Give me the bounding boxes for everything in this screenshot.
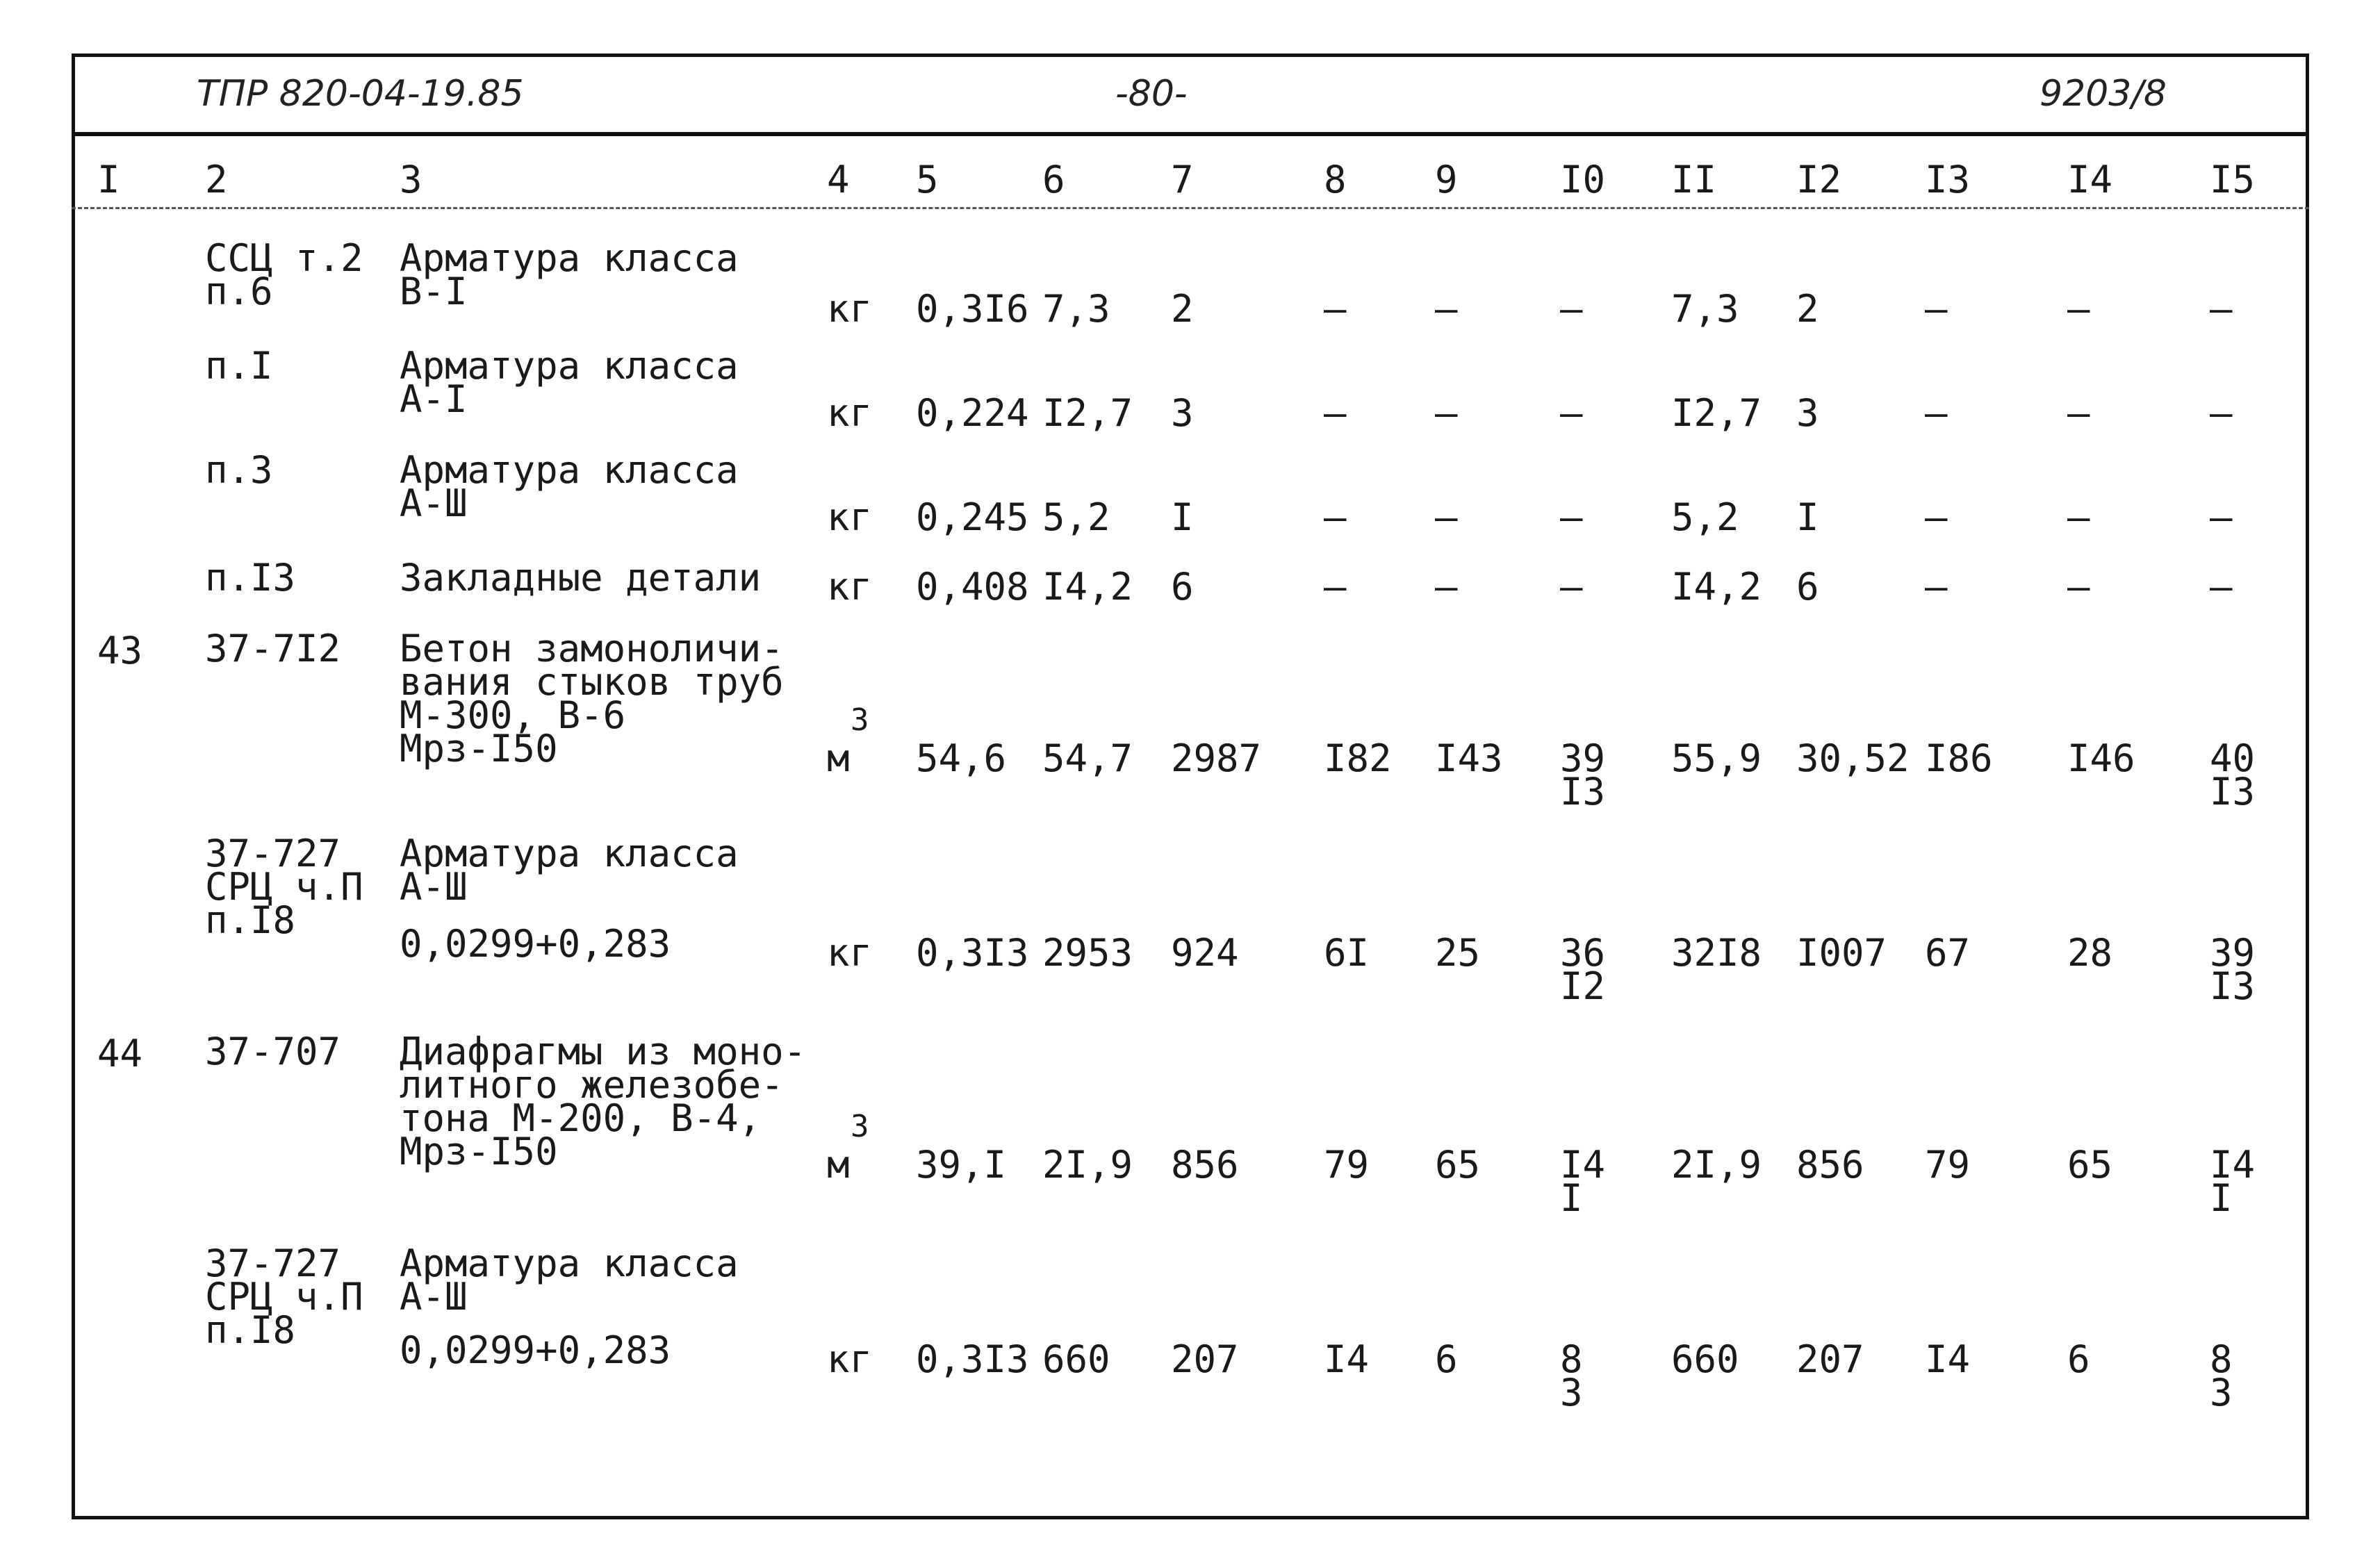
cell-value: – xyxy=(1324,495,1347,539)
row-name: А-Ш xyxy=(400,865,468,909)
cell-value-bottom: I3 xyxy=(2210,964,2256,1008)
cell-value: 2 xyxy=(1796,287,1819,331)
cell-value-bottom: I3 xyxy=(2210,770,2256,814)
cell-value: 660 xyxy=(1042,1337,1110,1381)
cell-value: 856 xyxy=(1796,1143,1864,1187)
cell-value: – xyxy=(2210,287,2233,331)
cell-value: I2,7 xyxy=(1042,391,1133,435)
column-header-6: 6 xyxy=(1042,158,1065,201)
row-unit: кг xyxy=(827,287,873,331)
cell-value: 6 xyxy=(1171,565,1194,609)
cell-value: 5,2 xyxy=(1671,495,1739,539)
cell-value: 2 xyxy=(1171,287,1194,331)
cell-value: I86 xyxy=(1925,736,1993,780)
row-code: 37-727 xyxy=(205,1242,341,1285)
row-name: Арматура класса xyxy=(400,236,739,280)
column-header-1: I xyxy=(97,158,120,201)
cell-value: I82 xyxy=(1324,736,1392,780)
row-name: Арматура класса xyxy=(400,448,739,492)
row-name: В-I xyxy=(400,270,468,313)
cell-value: 660 xyxy=(1671,1337,1739,1381)
cell-value: 6I xyxy=(1324,931,1370,975)
cell-value: 65 xyxy=(2067,1143,2113,1187)
cell-value: – xyxy=(1560,495,1583,539)
cell-value-top: 39 xyxy=(2210,931,2256,975)
cell-value: 28 xyxy=(2067,931,2113,975)
cell-value: 0,3I3 xyxy=(916,931,1029,975)
row-code: п.I xyxy=(205,344,273,388)
row-code: СРЦ ч.П xyxy=(205,865,363,909)
row-name: А-Ш xyxy=(400,1275,468,1319)
cell-value-bottom: I xyxy=(1560,1176,1583,1220)
page-number: -80- xyxy=(1115,73,1188,115)
row-unit: кг xyxy=(827,931,873,975)
cell-value: 6 xyxy=(2067,1337,2090,1381)
cell-value: I46 xyxy=(2067,736,2135,780)
cell-value: – xyxy=(1435,495,1458,539)
row-unit: кг xyxy=(827,1337,873,1381)
cell-value: – xyxy=(1925,565,1948,609)
column-header-3: 3 xyxy=(400,158,422,201)
column-header-15: I5 xyxy=(2210,158,2256,201)
cell-value: 207 xyxy=(1171,1337,1239,1381)
cell-value-top: 39 xyxy=(1560,736,1606,780)
row-number: 44 xyxy=(97,1032,143,1075)
row-name: Бетон замоноличи- xyxy=(400,627,784,670)
column-header-4: 4 xyxy=(827,158,850,201)
cell-value: 0,3I6 xyxy=(916,287,1029,331)
document-code: ТПР 820-04-19.85 xyxy=(197,73,524,115)
row-unit: м xyxy=(827,736,850,780)
row-code: 37-7I2 xyxy=(205,627,341,670)
cell-value: 0,3I3 xyxy=(916,1337,1029,1381)
cell-value: – xyxy=(1435,565,1458,609)
cell-value: – xyxy=(1925,391,1948,435)
row-name: вания стыков труб xyxy=(400,660,784,704)
cell-value-top: 8 xyxy=(1560,1337,1583,1381)
row-code: 37-707 xyxy=(205,1030,341,1073)
row-code: СРЦ ч.П xyxy=(205,1275,363,1319)
row-code: ССЦ т.2 xyxy=(205,236,363,280)
cell-value-top: I4 xyxy=(2210,1143,2256,1187)
column-header-8: 8 xyxy=(1324,158,1347,201)
cell-value: 2987 xyxy=(1171,736,1262,780)
cell-value-top: 36 xyxy=(1560,931,1606,975)
row-name: литного железобе- xyxy=(400,1063,784,1107)
column-header-7: 7 xyxy=(1171,158,1194,201)
cell-value: – xyxy=(1324,391,1347,435)
cell-value: I4,2 xyxy=(1671,565,1762,609)
cell-value: – xyxy=(1560,391,1583,435)
cell-value: – xyxy=(2067,287,2090,331)
cell-value: – xyxy=(2210,495,2233,539)
cell-value: 7,3 xyxy=(1042,287,1110,331)
column-header-5: 5 xyxy=(916,158,939,201)
cell-value: 6 xyxy=(1435,1337,1458,1381)
cell-value-top: 8 xyxy=(2210,1337,2233,1381)
cell-value: 32I8 xyxy=(1671,931,1762,975)
cell-value: 7,3 xyxy=(1671,287,1739,331)
cell-value: 2I,9 xyxy=(1671,1143,1762,1187)
row-name: тона М-200, В-4, xyxy=(400,1096,762,1140)
cell-value: – xyxy=(1925,287,1948,331)
cell-value: 79 xyxy=(1925,1143,1971,1187)
cell-value: 0,245 xyxy=(916,495,1029,539)
row-code: 37-727 xyxy=(205,832,341,875)
cell-value: – xyxy=(1925,495,1948,539)
row-code: п.6 xyxy=(205,270,273,313)
cell-value-bottom: I3 xyxy=(1560,770,1606,814)
cell-value: 0,224 xyxy=(916,391,1029,435)
cell-value: – xyxy=(1324,287,1347,331)
row-name: 0,0299+0,283 xyxy=(400,1328,671,1372)
column-header-9: 9 xyxy=(1435,158,1458,201)
cell-value: – xyxy=(1435,391,1458,435)
cell-value: 924 xyxy=(1171,931,1239,975)
cell-value: 3 xyxy=(1796,391,1819,435)
column-header-13: I3 xyxy=(1925,158,1971,201)
row-code: п.I3 xyxy=(205,556,296,600)
row-unit: кг xyxy=(827,495,873,539)
sheet-code: 9203/8 xyxy=(2040,73,2167,115)
cell-value: 2I,9 xyxy=(1042,1143,1133,1187)
cell-value: – xyxy=(1560,565,1583,609)
cell-value: 67 xyxy=(1925,931,1971,975)
row-name: Диафрагмы из моно- xyxy=(400,1030,807,1073)
cell-value: 5,2 xyxy=(1042,495,1110,539)
cell-value: – xyxy=(2067,391,2090,435)
row-name: М-300, В-6 xyxy=(400,693,626,737)
cell-value: 207 xyxy=(1796,1337,1864,1381)
row-code: п.3 xyxy=(205,448,273,492)
row-code: п.I8 xyxy=(205,898,296,942)
cell-value: 79 xyxy=(1324,1143,1370,1187)
cell-value-bottom: 3 xyxy=(2210,1371,2233,1414)
cell-value: I43 xyxy=(1435,736,1503,780)
cell-value: 65 xyxy=(1435,1143,1481,1187)
cell-value: I xyxy=(1171,495,1194,539)
cell-value: 55,9 xyxy=(1671,736,1762,780)
column-header-14: I4 xyxy=(2067,158,2113,201)
cell-value: 54,6 xyxy=(916,736,1007,780)
cell-value: – xyxy=(2210,565,2233,609)
cell-value: – xyxy=(1560,287,1583,331)
cell-value: – xyxy=(1324,565,1347,609)
cell-value: 30,52 xyxy=(1796,736,1910,780)
unit-superscript: 3 xyxy=(851,1109,869,1144)
cell-value: I2,7 xyxy=(1671,391,1762,435)
row-name: А-Ш xyxy=(400,481,468,525)
cell-value-top: I4 xyxy=(1560,1143,1606,1187)
cell-value: – xyxy=(1435,287,1458,331)
cell-value-bottom: I xyxy=(2210,1176,2233,1220)
row-unit: м xyxy=(827,1143,850,1187)
cell-value-bottom: 3 xyxy=(1560,1371,1583,1414)
row-name: Арматура класса xyxy=(400,1242,739,1285)
cell-value: 54,7 xyxy=(1042,736,1133,780)
column-header-divider xyxy=(72,207,2309,209)
row-unit: кг xyxy=(827,391,873,435)
cell-value-top: 40 xyxy=(2210,736,2256,780)
column-header-10: I0 xyxy=(1560,158,1606,201)
cell-value: I4 xyxy=(1925,1337,1971,1381)
column-header-2: 2 xyxy=(205,158,228,201)
row-name: 0,0299+0,283 xyxy=(400,922,671,966)
cell-value: 2953 xyxy=(1042,931,1133,975)
column-header-11: II xyxy=(1671,158,1717,201)
cell-value: 6 xyxy=(1796,565,1819,609)
cell-value: 39,I xyxy=(916,1143,1007,1187)
row-name: Арматура класса xyxy=(400,344,739,388)
row-name: А-I xyxy=(400,377,468,421)
header-divider xyxy=(72,132,2309,136)
cell-value: 0,408 xyxy=(916,565,1029,609)
cell-value: 3 xyxy=(1171,391,1194,435)
cell-value: – xyxy=(2210,391,2233,435)
cell-value: 25 xyxy=(1435,931,1481,975)
cell-value: – xyxy=(2067,495,2090,539)
cell-value: I xyxy=(1796,495,1819,539)
row-number: 43 xyxy=(97,629,143,673)
cell-value: – xyxy=(2067,565,2090,609)
row-name: Арматура класса xyxy=(400,832,739,875)
cell-value-bottom: I2 xyxy=(1560,964,1606,1008)
unit-superscript: 3 xyxy=(851,702,869,738)
cell-value: I007 xyxy=(1796,931,1887,975)
row-name: Закладные детали xyxy=(400,556,762,600)
cell-value: I4 xyxy=(1324,1337,1370,1381)
column-header-12: I2 xyxy=(1796,158,1842,201)
row-name: Мрз-I50 xyxy=(400,727,558,770)
row-name: Мрз-I50 xyxy=(400,1130,558,1173)
cell-value: I4,2 xyxy=(1042,565,1133,609)
row-code: п.I8 xyxy=(205,1308,296,1352)
row-unit: кг xyxy=(827,565,873,609)
cell-value: 856 xyxy=(1171,1143,1239,1187)
